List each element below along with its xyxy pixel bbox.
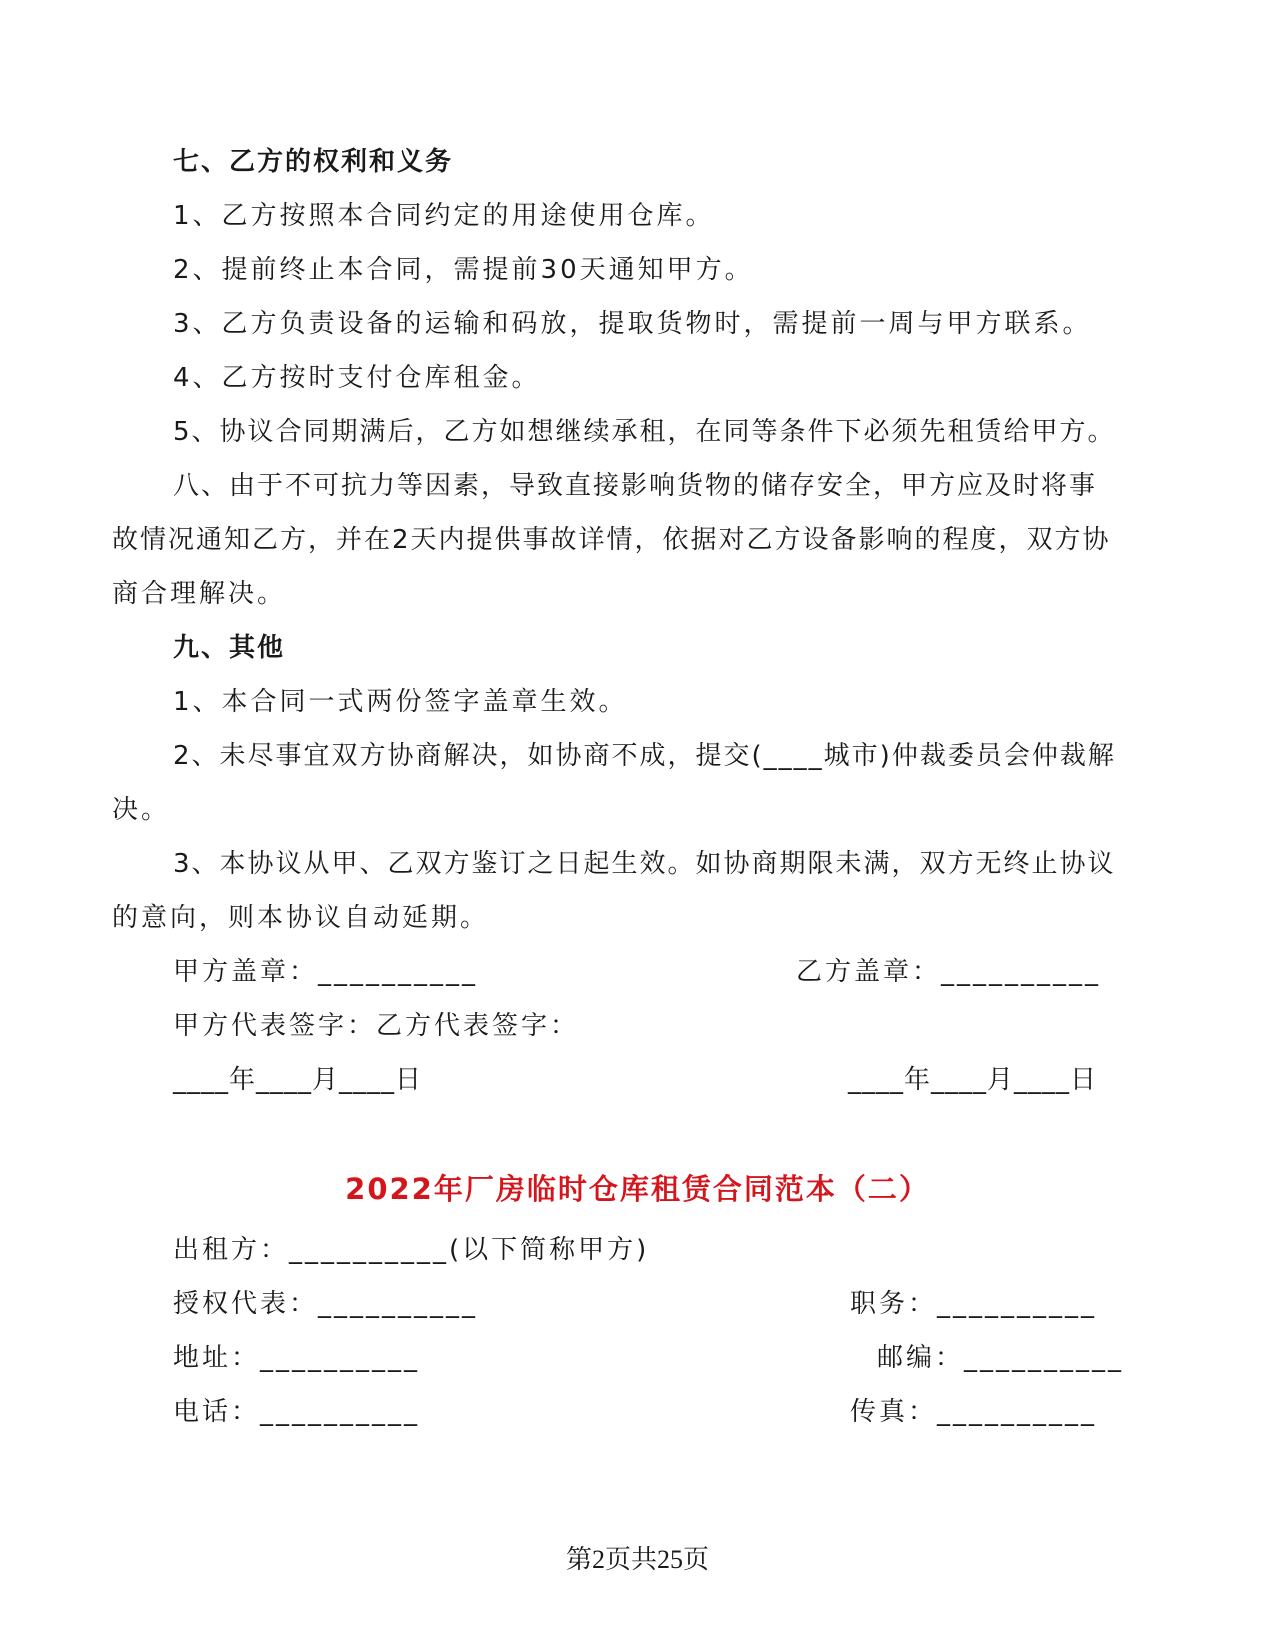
section-8-line-2: 故情况通知乙方，并在2天内提供事故详情，依据对乙方设备影响的程度，双方协 [112,525,1111,555]
fax-field: 传真：__________ [850,1397,1098,1427]
section-9-item-2-line-1: 2、未尽事宜双方协商解决，如协商不成，提交(____城市)仲裁委员会仲裁解 [173,741,1116,771]
section-7-item-3: 3、乙方负责设备的运输和码放，提取货物时，需提前一周与甲方联系。 [173,309,1092,339]
representative-signatures: 甲方代表签字：乙方代表签字： [173,1011,580,1041]
position-field: 职务：__________ [850,1289,1098,1319]
contract-2-title: 2022年厂房临时仓库租赁合同范本（二） [345,1172,930,1206]
section-8-line-1: 八、由于不可抗力等因素，导致直接影响货物的储存安全，甲方应及时将事 [173,471,1098,501]
section-9-item-3-line-1: 3、本协议从甲、乙双方鉴订之日起生效。如协商期限未满，双方无终止协议 [173,849,1116,879]
section-9-item-3-line-2: 的意向，则本协议自动延期。 [112,903,490,933]
party-b-seal: 乙方盖章：__________ [796,957,1102,987]
party-a-seal: 甲方盖章：__________ [173,957,479,987]
section-9-heading: 九、其他 [173,633,286,663]
section-9-item-1: 1、本合同一式两份签字盖章生效。 [173,687,628,717]
section-9-item-2-line-2: 决。 [112,795,171,825]
section-8-line-3: 商合理解决。 [112,579,287,609]
section-7-item-1: 1、乙方按照本合同约定的用途使用仓库。 [173,201,715,231]
section-7-item-2: 2、提前终止本合同，需提前30天通知甲方。 [173,255,754,285]
section-7-item-5: 5、协议合同期满后，乙方如想继续承租，在同等条件下必须先租赁给甲方。 [173,417,1116,447]
page-number: 第2页共25页 [565,1545,709,1574]
date-party-b: ____年____月____日 [848,1065,1098,1095]
section-7-item-4: 4、乙方按时支付仓库租金。 [173,363,541,393]
section-7-heading: 七、乙方的权利和义务 [173,147,454,177]
phone-field: 电话：__________ [173,1397,421,1427]
authorized-representative-field: 授权代表：__________ [173,1289,479,1319]
postcode-field: 邮编：__________ [877,1343,1125,1373]
address-field: 地址：__________ [173,1343,421,1373]
date-party-a: ____年____月____日 [173,1065,423,1095]
lessor-field: 出租方：__________(以下简称甲方) [173,1235,650,1265]
